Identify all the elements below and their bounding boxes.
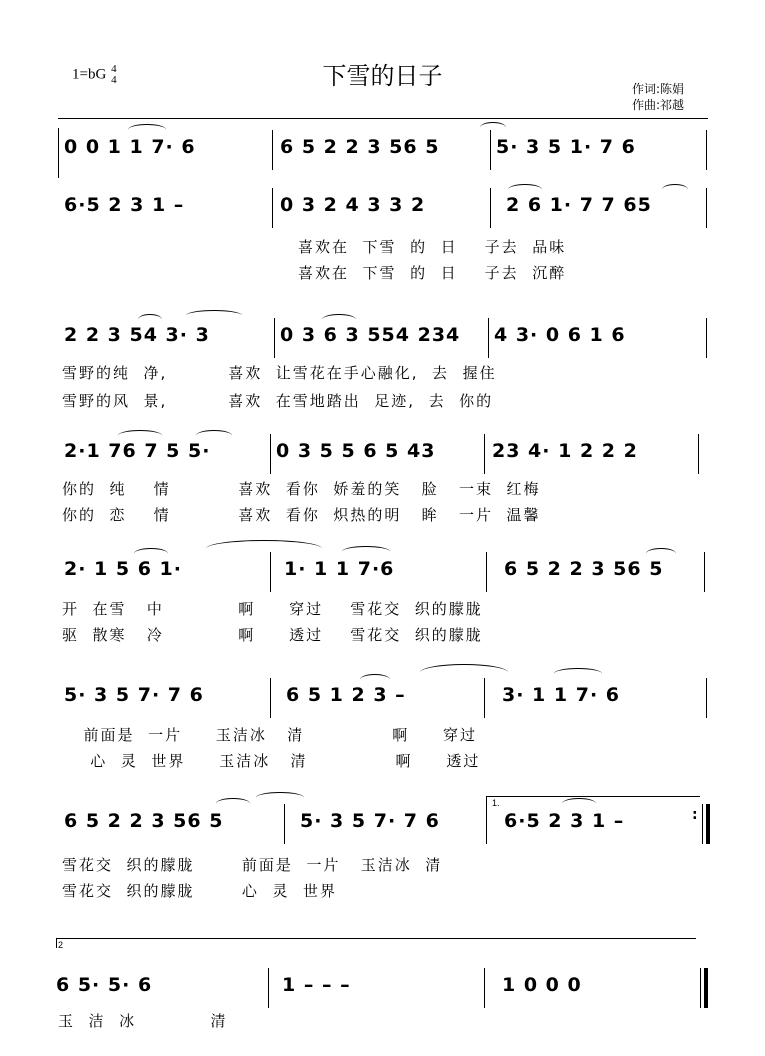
measure: 1· 1 1 7·6 bbox=[284, 558, 395, 580]
measure: 4 3· 0 6 1 6 bbox=[494, 324, 626, 346]
barline bbox=[490, 130, 491, 170]
barline bbox=[484, 968, 485, 1008]
measure: 5· 3 5 7· 7 6 bbox=[300, 810, 440, 832]
lyric-verse-2: 心 灵 世界 玉洁冰 清 啊 透过 bbox=[70, 752, 481, 770]
barline bbox=[484, 434, 485, 474]
lyric-verse-1: 你的 纯 情 喜欢 看你 娇羞的笑 脸 一束 红梅 bbox=[62, 480, 541, 498]
lyric-verse-1: 前面是 一片 玉洁冰 清 啊 穿过 bbox=[70, 726, 478, 744]
time-signature bbox=[111, 64, 117, 86]
slur bbox=[216, 798, 250, 809]
measure: 6 5 1 2 3 – bbox=[286, 684, 406, 706]
barline bbox=[284, 804, 285, 844]
measure: 6 5· 5· 6 bbox=[56, 974, 153, 996]
tie bbox=[206, 540, 322, 557]
barline bbox=[272, 130, 273, 170]
key-letter: G bbox=[95, 66, 107, 83]
measure: 6 5 2 2 3 56 5 bbox=[64, 810, 224, 832]
measure: 1 0 0 0 bbox=[502, 974, 582, 996]
measure: 6 5 2 2 3 56 5 bbox=[504, 558, 664, 580]
barline bbox=[702, 804, 703, 844]
lyric-verse-1: 喜欢在 下雪 的 日 子去 品味 bbox=[298, 238, 567, 256]
measure: 2 6 1· 7 7 65 bbox=[506, 194, 652, 216]
barline bbox=[706, 130, 707, 170]
lyric-verse-1: 玉 洁 冰 清 bbox=[58, 1012, 228, 1030]
slur bbox=[562, 798, 596, 809]
barline bbox=[704, 552, 705, 592]
lyric-verse-2: 驱 散寒 冷 啊 透过 雪花交 织的朦胧 bbox=[62, 626, 483, 644]
second-ending-bracket bbox=[56, 938, 696, 939]
barline bbox=[700, 968, 701, 1008]
slur bbox=[360, 674, 390, 685]
time-bottom: 4 bbox=[111, 74, 117, 86]
system-top-line bbox=[58, 118, 708, 119]
key-signature bbox=[72, 64, 117, 86]
slur bbox=[128, 124, 166, 135]
measure: 23 4· 1 2 2 2 bbox=[492, 440, 638, 462]
lyric-verse-1: 开 在雪 中 啊 穿过 雪花交 织的朦胧 bbox=[62, 600, 483, 618]
second-ending-label: 2 bbox=[58, 940, 64, 950]
slur bbox=[342, 546, 390, 557]
measure: 1 – – – bbox=[282, 974, 351, 996]
barline bbox=[268, 968, 269, 1008]
lyric-verse-1: 雪花交 织的朦胧 前面是 一片 玉洁冰 清 bbox=[62, 856, 443, 874]
slur bbox=[508, 184, 542, 195]
repeat-end-bar bbox=[706, 804, 710, 844]
slur bbox=[134, 548, 168, 559]
slur bbox=[196, 430, 232, 441]
slur bbox=[646, 548, 676, 559]
slur bbox=[480, 122, 506, 133]
barline bbox=[274, 318, 275, 358]
slur bbox=[322, 314, 356, 325]
measure: 2· 1 5 6 1· bbox=[64, 558, 182, 580]
measure: 6 5 2 2 3 56 5 bbox=[280, 136, 440, 158]
barline bbox=[706, 188, 707, 228]
barline bbox=[272, 188, 273, 228]
barline bbox=[490, 188, 491, 228]
barline bbox=[270, 434, 271, 474]
composer-credit: 作曲:祁越 bbox=[632, 98, 685, 112]
lyric-verse-2: 雪花交 织的朦胧 心 灵 世界 bbox=[62, 882, 337, 900]
lyric-verse-2: 你的 恋 情 喜欢 看你 炽热的明 眸 一片 温馨 bbox=[62, 506, 541, 524]
slur bbox=[554, 668, 602, 679]
measure: 6·5 2 3 1 – bbox=[64, 194, 185, 216]
barline bbox=[706, 678, 707, 718]
barline bbox=[698, 434, 699, 474]
key-flat: b bbox=[87, 66, 96, 83]
tie bbox=[420, 664, 508, 681]
slur bbox=[118, 430, 162, 441]
barline bbox=[270, 552, 271, 592]
measure: 0 3 5 5 6 5 43 bbox=[276, 440, 436, 462]
second-ending-hook bbox=[56, 938, 57, 948]
time-top: 4 bbox=[111, 63, 117, 75]
measure: 0 3 2 4 3 3 2 bbox=[280, 194, 426, 216]
first-ending-bracket bbox=[486, 796, 700, 797]
measure: 5· 3 5 7· 7 6 bbox=[64, 684, 204, 706]
barline bbox=[706, 318, 707, 358]
measure: 5· 3 5 1· 7 6 bbox=[496, 136, 636, 158]
slur bbox=[138, 314, 162, 325]
first-ending-hook bbox=[486, 796, 487, 806]
slur bbox=[256, 792, 304, 803]
barline bbox=[486, 552, 487, 592]
key-label: 1= bbox=[72, 66, 88, 83]
barline bbox=[488, 318, 489, 358]
slur bbox=[662, 184, 688, 195]
first-ending-label: 1. bbox=[492, 798, 500, 808]
barline bbox=[58, 128, 59, 178]
barline bbox=[486, 804, 487, 844]
repeat-dots: : bbox=[692, 807, 698, 823]
lyricist-credit: 作词:陈娟 bbox=[632, 82, 685, 96]
barline bbox=[270, 678, 271, 718]
song-title: 下雪的日子 bbox=[322, 62, 443, 90]
measure: 0 0 1 1 7· 6 bbox=[64, 136, 196, 158]
lyric-verse-2: 喜欢在 下雪 的 日 子去 沉醉 bbox=[298, 264, 567, 282]
measure: 2 2 3 54 3· 3 bbox=[64, 324, 210, 346]
measure: 6·5 2 3 1 – bbox=[504, 810, 625, 832]
lyric-verse-1: 雪野的纯 净, 喜欢 让雪花在手心融化, 去 握住 bbox=[62, 364, 497, 382]
measure: 3· 1 1 7· 6 bbox=[502, 684, 620, 706]
measure: 2·1 76 7 5 5· bbox=[64, 440, 211, 462]
barline bbox=[484, 678, 485, 718]
lyric-verse-2: 雪野的风 景, 喜欢 在雪地踏出 足迹, 去 你的 bbox=[62, 392, 494, 410]
slur bbox=[186, 310, 242, 321]
measure: 0 3 6 3 554 234 bbox=[280, 324, 461, 346]
final-bar bbox=[704, 968, 708, 1008]
